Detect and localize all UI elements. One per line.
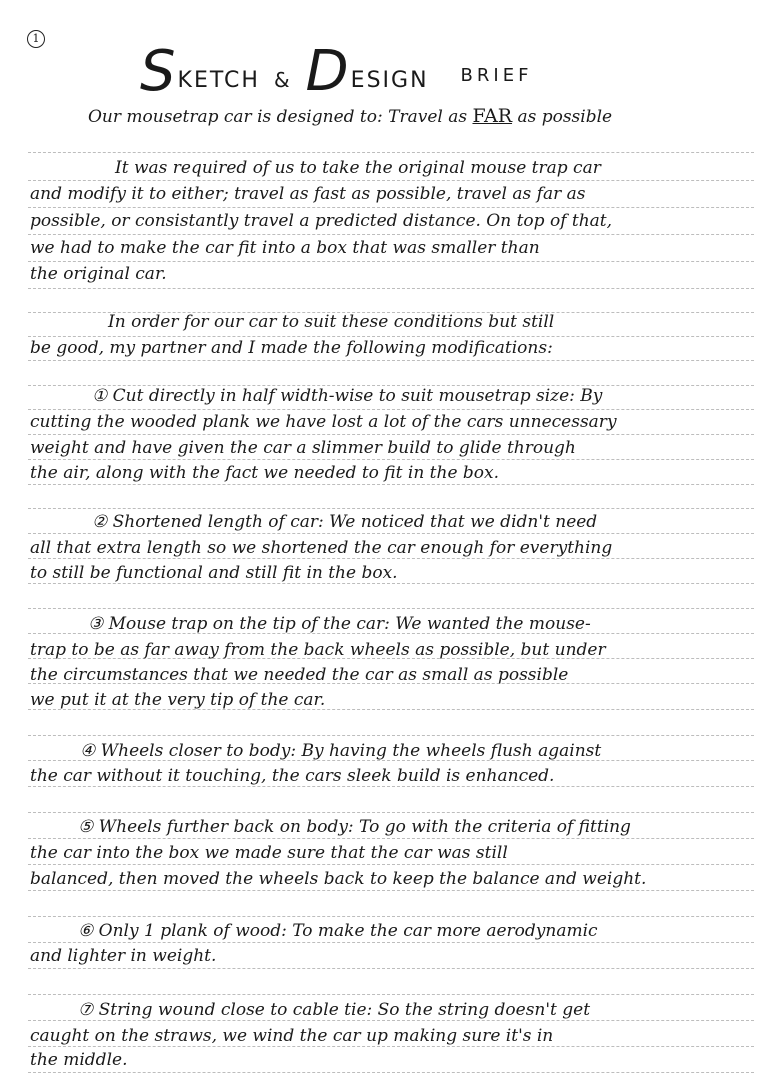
handwritten-line: and lighter in weight. (30, 946, 217, 966)
ruled-line (28, 261, 754, 262)
page-number: 1 (27, 30, 45, 48)
handwritten-line: the car without it touching, the cars sleek build is enhanced. (30, 766, 555, 786)
ruled-line (28, 459, 754, 460)
handwritten-line: the car into the box we made sure that the car was still (30, 843, 508, 863)
ruled-line (28, 583, 754, 584)
title-initial-s: S (140, 39, 178, 104)
ruled-line (28, 1072, 754, 1073)
handwritten-line: It was required of us to take the original mouse trap car (115, 158, 601, 178)
modification-heading: ⑥ Only 1 plank of wood: To make the car more aerodynamic (78, 921, 598, 941)
modification-heading: ⑦ String wound close to cable tie: So the string doesn't get (78, 1000, 591, 1020)
ruled-line (28, 735, 754, 736)
ruled-line (28, 288, 754, 289)
ruled-line (28, 968, 754, 969)
handwritten-line: caught on the straws, we wind the car up making sure it's in (30, 1026, 554, 1046)
ruled-line (28, 508, 754, 509)
ruled-line (28, 207, 754, 208)
handwritten-line: weight and have given the car a slimmer build to glide through (30, 438, 576, 458)
handwritten-line: In order for our car to suit these conditions but still (108, 312, 555, 332)
ruled-line (28, 558, 754, 559)
title-ampersand: & (273, 68, 292, 92)
handwritten-line: balanced, then moved the wheels back to keep the balance and weight. (30, 869, 647, 889)
ruled-line (28, 812, 754, 813)
title-word-esign: ESIGN (350, 68, 429, 93)
handwritten-line: the middle. (30, 1050, 128, 1070)
title-initial-d: D (305, 39, 351, 104)
ruled-line (28, 484, 754, 485)
ruled-line (28, 864, 754, 865)
handwritten-line: cutting the wooded plank we have lost a lot of the cars unnecessary (30, 412, 617, 432)
ruled-line (28, 890, 754, 891)
ruled-line (28, 608, 754, 609)
modification-heading: ③ Mouse trap on the tip of the car: We wanted the mouse- (88, 614, 591, 634)
handwritten-line: to still be functional and still fit in the box. (30, 563, 398, 583)
handwritten-line: possible, or consistantly travel a predicted distance. On top of that, (30, 211, 613, 231)
design-goal-text-end: as possible (512, 107, 613, 127)
ruled-line (28, 533, 754, 534)
title-word-ketch: KETCH (177, 68, 260, 93)
ruled-line (28, 360, 754, 361)
design-goal (88, 106, 612, 127)
title-sketch (140, 39, 260, 104)
modification-heading: ④ Wheels closer to body: By having the wheels flush against (80, 741, 602, 761)
ruled-line (28, 838, 754, 839)
title-word-brief: BRIEF (460, 65, 533, 86)
ruled-line (28, 152, 754, 153)
handwritten-line: trap to be as far away from the back wheels as possible, but under (30, 640, 606, 660)
handwritten-line: the original car. (30, 264, 167, 284)
ruled-line (28, 916, 754, 917)
modification-heading: ⑤ Wheels further back on body: To go with the criteria of fitting (78, 817, 631, 837)
modification-heading: ② Shortened length of car: We noticed that we didn't need (92, 512, 598, 532)
handwritten-line: the air, along with the fact we needed to fit in the box. (30, 463, 500, 483)
page-title (140, 30, 660, 104)
handwritten-line: be good, my partner and I made the following modifications: (30, 338, 553, 358)
ruled-line (28, 1020, 754, 1021)
handwritten-line: we put it at the very tip of the car. (30, 690, 326, 710)
handwritten-line: we had to make the car fit into a box that was smaller than (30, 238, 540, 258)
ruled-line (28, 336, 754, 337)
ruled-line (28, 180, 754, 181)
ruled-line (28, 786, 754, 787)
design-goal-emphasis: FAR (472, 105, 513, 127)
title-design (305, 39, 429, 104)
ruled-line (28, 234, 754, 235)
handwritten-line: all that extra length so we shortened the car enough for everything (30, 538, 613, 558)
handwritten-line: the circumstances that we needed the car as small as possible (30, 665, 569, 685)
modification-heading: ① Cut directly in half width-wise to suit mousetrap size: By (92, 386, 603, 406)
ruled-line (28, 409, 754, 410)
ruled-line (28, 434, 754, 435)
ruled-line (28, 994, 754, 995)
handwritten-line: and modify it to either; travel as fast as possible, travel as far as (30, 184, 586, 204)
design-goal-text: Our mousetrap car is designed to: Travel as (88, 107, 473, 127)
ruled-line (28, 942, 754, 943)
ruled-line (28, 1046, 754, 1047)
